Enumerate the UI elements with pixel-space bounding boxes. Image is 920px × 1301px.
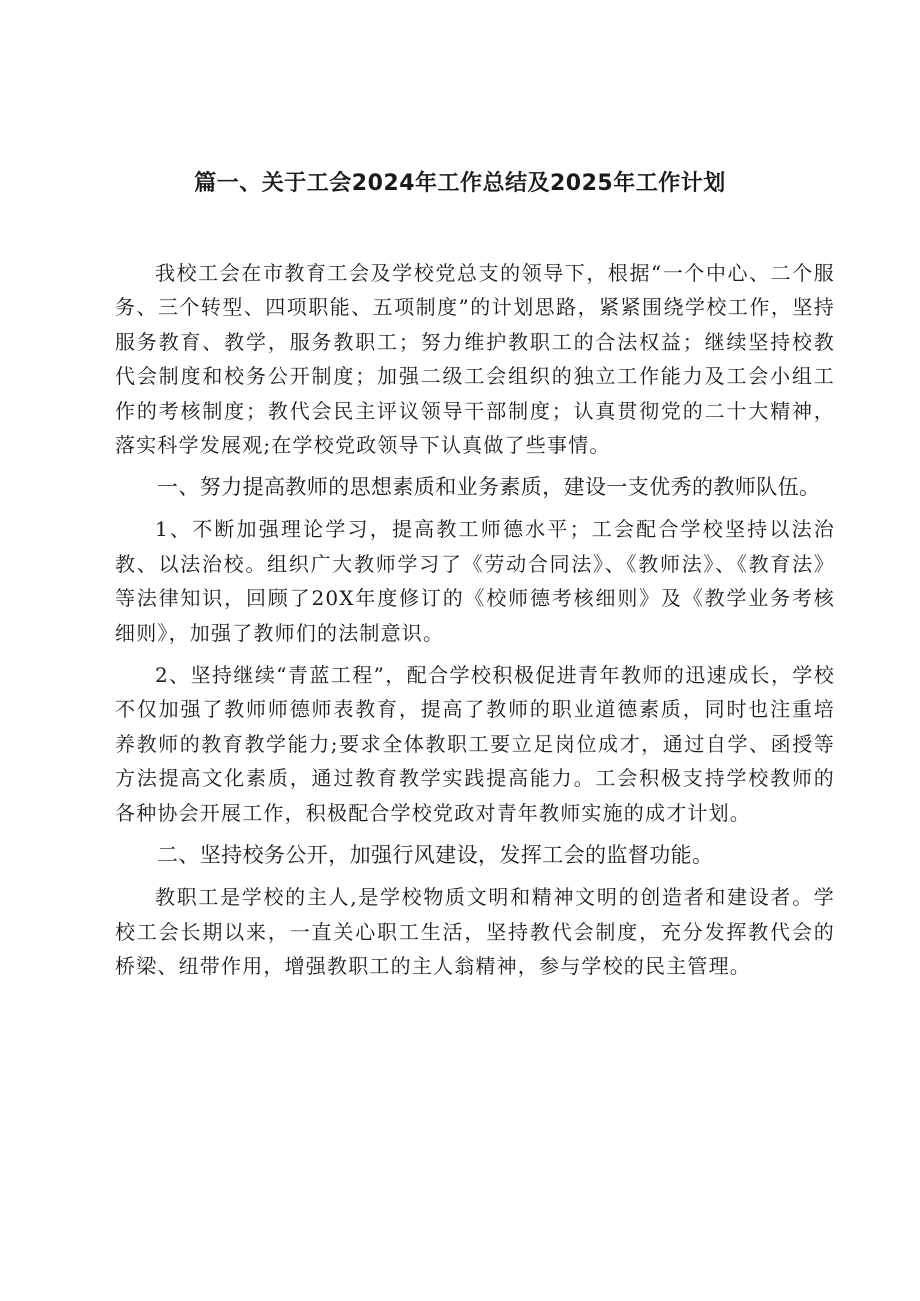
section-2-paragraph-1: 教职工是学校的主人,是学校物质文明和精神文明的创造者和建设者。学校工会长期以来，一直关心职工生活，坚持教代会制度，充分发挥教代会的桥梁、纽带作用，增强教职工的主人翁精神，参与学校的民主管理。 [115,885,835,978]
intro-paragraph: 我校工会在市教育工会及学校党总支的领导下，根据“一个中心、二个服务、三个转型、四项职能、五项制度”的计划思路，紧紧围绕学校工作，坚持服务教育、教学，服务教职工；努力维护教职工的合法权益；继续坚持校教代会制度和校务公开制度；加强二级工会组织的独立工作能力及工会小组工作的考核制度；教代会民主评议领导干部制度；认真贯彻党的二十大精神，落实科学发展观;在学校党政领导下认真做了些事情。 [115,261,835,458]
section-1-item-1: 1、不断加强理论学习，提高教工师德水平；工会配合学校坚持以法治教、以法治校。组织广大教师学习了《劳动合同法》、《教师法》、《教育法》等法律知识，回顾了20X年度修订的《校师德考核细则》及《教学业务考核细则》，加强了教师们的法制意识。 [115,517,835,645]
section-2-heading: 二、坚持校务公开，加强行风建设，发挥工会的监督功能。 [157,843,714,868]
section-1-heading: 一、努力提高教师的思想素质和业务素质，建设一支优秀的教师队伍。 [157,475,821,500]
document-body [115,256,835,983]
document-title: 篇一、关于工会2024年工作总结及2025年工作计划 [194,171,726,196]
section-1-item-2: 2、坚持继续“青蓝工程”，配合学校积极促进青年教师的迅速成长，学校不仅加强了教师师德师表教育，提高了教师的职业道德素质，同时也注重培养教师的教育教学能力;要求全体教职工要立足岗位成才，通过自学、函授等方法提高文化素质，通过教育教学实践提高能力。工会积极支持学校教师的各种协会开展工作，积极配合学校党政对青年教师实施的成才计划。 [115,663,835,825]
